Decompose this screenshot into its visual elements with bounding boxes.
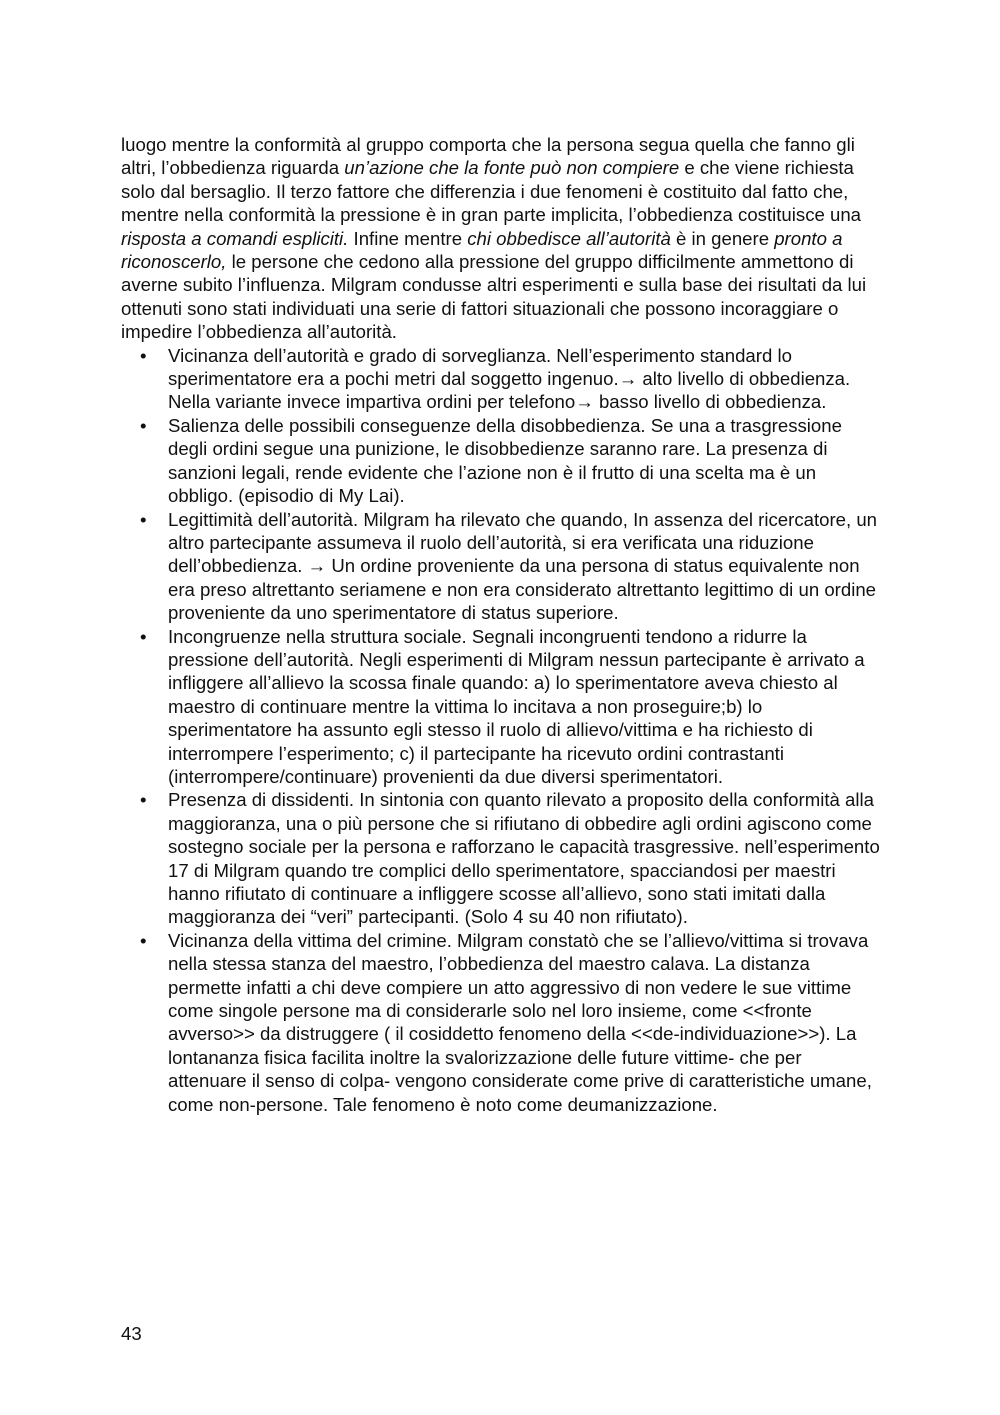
intro-paragraph (121, 133, 883, 344)
page-number: 43 (121, 1323, 142, 1344)
intro-text-3: Infine mentre (348, 227, 468, 249)
page-body (121, 133, 883, 1116)
list-item-authority-legitimacy: • Legittimità dell’autorità. Milgram ha rilevato che quando, In assenza del ricercatore, un altro partecipante assumeva il ruolo dell’autorità, si era verificata una riduzione dell’obbedienza. → Un ordine proveniente da una persona di status equivalente non era preso altrettanto seriamene e non era considerato altrettanto legittimo di un ordine proveniente da uno sperimentatore di status superiore. (121, 508, 883, 625)
intro-text-1: luogo mentre la conformità al gruppo comporta che la persona segua quella che fanno gli altri, l’obbedienza riguarda (121, 134, 855, 179)
list-item-authority-proximity: • Vicinanza dell’autorità e grado di sorveglianza. Nell’esperimento standard lo sperimentatore era a pochi metri dal soggetto ingenuo.→ alto livello di obbedienza. Nella variante invece impartiva ordini per telefono→ basso livello di obbedienza. (121, 344, 883, 414)
intro-italic-1: un’azione che la fonte può non compiere (344, 157, 680, 179)
intro-text-5: le persone che cedono alla pressione del gruppo difficilmente ammettono di averne subito l’influenza. Milgram condusse altri esperimenti e sulla base dei risultati da lui ottenuti sono stati individuati una serie di fattori situazionali che possono incoraggiare o impedire l’obbedienza all’autorità. (121, 251, 867, 343)
list-item-consequences-salience: • Salienza delle possibili conseguenze della disobbedienza. Se una a trasgressione degli ordini segue una punizione, le disobbedienze saranno rare. La presenza di sanzioni legali, rende evidente che l’azione non è il frutto di una scelta ma è un obbligo. (episodio di My Lai). (121, 414, 883, 508)
intro-italic-2: risposta a comandi espliciti. (121, 227, 349, 249)
intro-italic-3: chi obbedisce all’autorità (467, 227, 671, 249)
intro-italic-4: pronto a riconoscerlo, (121, 227, 843, 273)
list-item-dissidents: • Presenza di dissidenti. In sintonia con quanto rilevato a proposito della conformità alla maggioranza, una o più persone che si rifiutano di obbedire agli ordini agiscono come sostegno sociale per la persona e rafforzano le capacità trasgressive. nell’esperimento 17 di Milgram quando tre complici dello sperimentatore, spacciandosi per maestri hanno rifiutato di continuare a infliggere scosse all’allievo, sono stati imitati dalla maggioranza dei “veri” partecipanti. (Solo 4 su 40 non rifiutato). (121, 788, 883, 928)
intro-text-2: e che viene richiesta solo dal bersaglio. Il terzo fattore che differenzia i due fenomeni è costituito dal fatto che, mentre nella conformità la pressione è in gran parte implicita, l’obbedienza costituisce una (121, 157, 862, 226)
list-item-social-structure-incongruence: • Incongruenze nella struttura sociale. Segnali incongruenti tendono a ridurre la pressione dell’autorità. Negli esperimenti di Milgram nessun partecipante è arrivato a infliggere all’allievo la scossa finale quando: a) lo sperimentatore aveva chiesto al maestro di continuare mentre la vittima lo incitava a non proseguire;b) lo sperimentatore ha assunto egli stesso il ruolo di allievo/vittima e ha richiesto di interrompere l’esperimento; c) il partecipante ha ricevuto ordini contrastanti (interrompere/continuare) provenienti da due diversi sperimentatori. (121, 625, 883, 789)
list-item-victim-proximity: • Vicinanza della vittima del crimine. Milgram constatò che se l’allievo/vittima si trovava nella stessa stanza del maestro, l’obbedienza del maestro calava. La distanza permette infatti a chi deve compiere un atto aggressivo di non vedere le sue vittime come singole persone ma di considerarle solo nel loro insieme, come <<fronte avverso>> da distruggere ( il cosiddetto fenomeno della <<de-individuazione>>). La lontananza fisica facilita inoltre la svalorizzazione delle future vittime- che per attenuare il senso di colpa- vengono considerate come prive di caratteristiche umane, come non-persone. Tale fenomeno è noto come deumanizzazione. (121, 929, 883, 1116)
intro-text-4: è in genere (670, 227, 775, 249)
factor-list (121, 344, 883, 1116)
